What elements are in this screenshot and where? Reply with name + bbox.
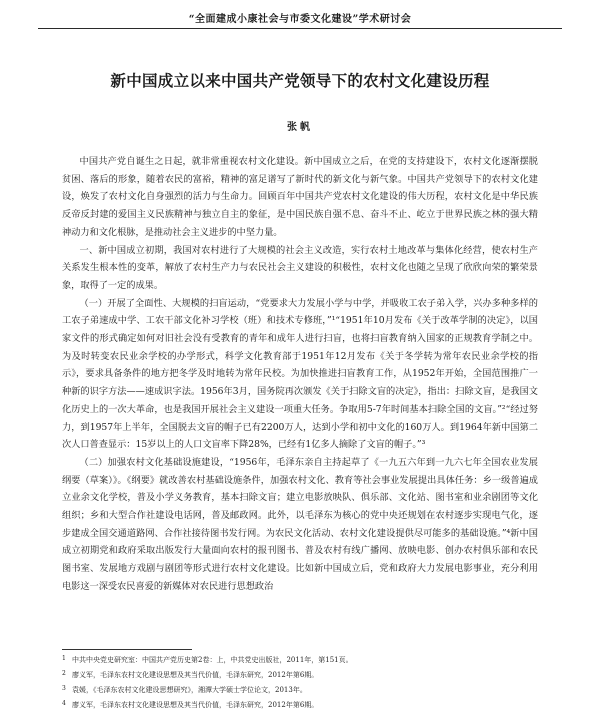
article-body xyxy=(62,153,538,596)
footnote-text: 廖义军，毛泽东农村文化建设思想及其当代价值，毛泽东研究，2012年第6期。 xyxy=(72,671,319,679)
running-header: “全面建成小康社会与市委文化建设”学术研讨会 xyxy=(188,14,412,25)
header-rule xyxy=(38,28,562,29)
footnote-mark: 1 xyxy=(62,655,66,662)
body-paragraph: （一）开展了全面性、大规模的扫盲运动，“党要求大力发展小学与中学，并吸收工农子弟入学，兴办多种多样的工农子弟速成中学、工农干部文化补习学校（班）和技术专修班，”¹“1951年10月发布《关于改革学制的决定》，以国家文件的形式确定如何对旧社会没有受教育的青年和成年人进行扫盲，也将扫盲教育纳入国家的正规教育学制之中。为及时转变农民业余学校的办学形式，科学文化教育部于1951年12月发布《关于冬学转为常年农民业余学校的指示》，要求具备条件的地方把冬学及时地转为常年民校。为加快推进扫盲教育工作，从1952年开始，全国范围推广一种新的识字方法——速成识字法。1956年3月，国务院再次颁发《关于扫除文盲的决定》，指出：扫除文盲，是我国文化历史上的一次大革命，也是我国开展社会主义建设一项重大任务。争取用5-7年时间基本扫除全国的文盲。”²“经过努力，到1957年上半年，全国脱去文盲的帽子已有2200万人，达到小学和初中文化的160万人。到1964年新中国第二次人口普查显示：15岁以上的人口文盲率下降28%，已经有1亿多人摘除了文盲的帽子。”³ xyxy=(62,297,538,451)
footnote-mark: 4 xyxy=(62,700,66,707)
body-paragraph: （二）加强农村文化基础设施建设，“1956年，毛泽东亲自主持起草了《一九五六年到一九六七年全国农业发展纲要（草案）》。《纲要》就改善农村基础设施条件，加强农村文化、教育等社会事业发展提出具体任务：乡一级普遍成立业余文化学校，普及小学义务教育，基本扫除文盲；建立电影放映队、俱乐部、文化站、图书室和业余剧团等文化组织；乡和大型合作社建设电话网，普及邮政网。此外，以毛泽东为核心的党中央还规划在农村逐步实现电气化，逐步建成全国交通道路网、合作社接待图书发行网。为农民文化活动、农村文化建设提供尽可能多的基础设施。”⁴新中国成立初期党和政府采取出版发行大量面向农村的报刊图书、普及农村有线广播网、放映电影、创办农村俱乐部和农民图书室、发展地方戏剧与剧团等形式进行农村文化建设。比如新中国成立后，党和政府大力发展电影事业，充分利用电影这一深受农民喜爱的新媒体对农民进行思想政治 xyxy=(62,456,538,592)
body-paragraph: 一、新中国成立初期，我国对农村进行了大规模的社会主义改造，实行农村土地改革与集体化经营，使农村生产关系发生根本性的变革，解放了农村生产力与农民社会主义建设的积极性，农村文化也随之呈现了欣欣向荣的繁荣景象，取得了一定的成果。 xyxy=(62,244,538,291)
footnote xyxy=(62,667,538,682)
footnote-text: 廖义军，毛泽东农村文化建设思想及其当代价值，毛泽东研究，2012年第6期。 xyxy=(72,701,319,709)
footnote xyxy=(62,682,538,697)
footnote xyxy=(62,697,538,712)
footnote-mark: 3 xyxy=(62,685,66,692)
footnote-rule xyxy=(62,649,192,650)
footnote-text: 中共中央党史研究室：中国共产党历史第2卷：上，中共党史出版社，2011年，第151页。 xyxy=(72,656,353,664)
body-paragraph: 中国共产党自诞生之日起，就非常重视农村文化建设。新中国成立之后，在党的支持建设下，农村文化逐渐摆脱贫困、落后的形象，随着农民的富裕，精神的富足谱写了新时代的新文化与新气象。中国共产党领导下的农村文化建设，焕发了农村文化自身强烈的活力与生命力。回顾百年中国共产党农村文化建设的伟大历程，农村文化是中华民族反帝反封建的爱国主义民族精神与独立自主的象征，是中国民族自强不息、奋斗不止、屹立于世界民族之林的强大精神动力和文化根脉，是推动社会主义进步的中坚力量。 xyxy=(62,156,538,238)
article-title: 新中国成立以来中国共产党领导下的农村文化建设历程 xyxy=(110,71,490,90)
footnote-mark: 2 xyxy=(62,670,66,677)
footnote-text: 袁媛，《毛泽东农村文化建设思想研究》，湘潭大学硕士学位论文，2013年。 xyxy=(72,686,307,694)
footnotes xyxy=(62,652,538,712)
author-name: 张帆 xyxy=(287,122,313,133)
footnote xyxy=(62,652,538,667)
